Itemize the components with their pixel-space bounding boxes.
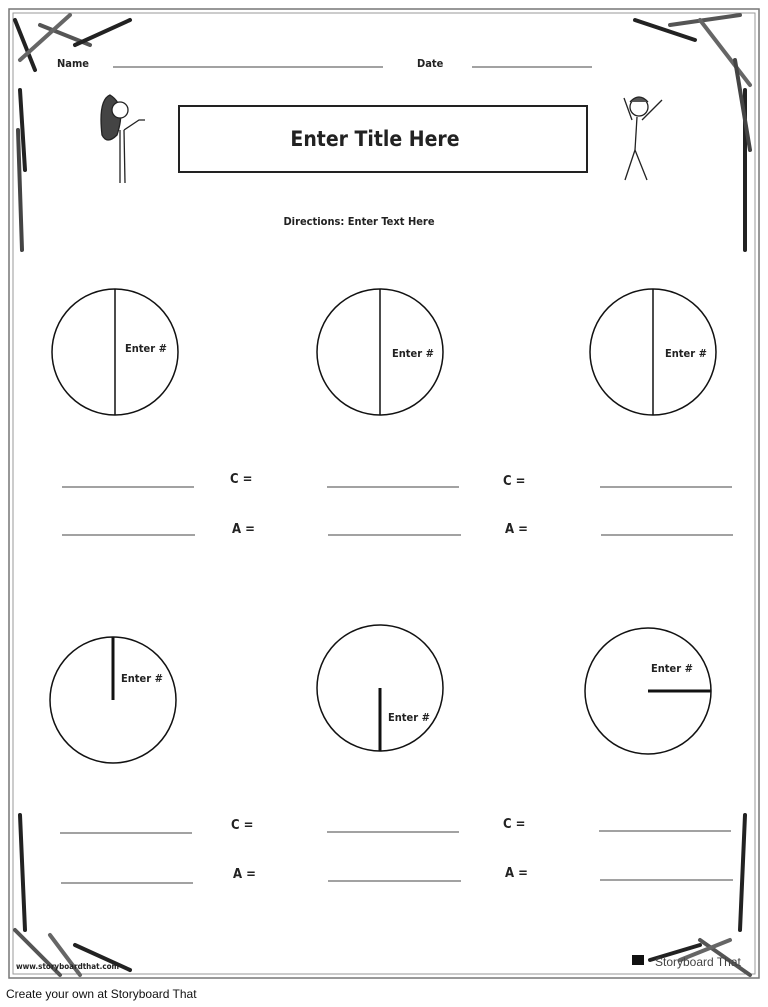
circle-2-label[interactable]: Enter # — [392, 347, 434, 360]
date-label: Date — [417, 57, 444, 70]
answer-lines-row-2[interactable] — [60, 831, 733, 883]
footer-link[interactable]: Create your own at Storyboard That — [6, 987, 197, 1001]
circumference-label: C = — [230, 472, 253, 487]
storyboard-logo-icon — [632, 955, 644, 965]
directions-text[interactable]: Directions: Enter Text Here — [283, 215, 435, 228]
circle-5-label[interactable]: Enter # — [388, 711, 430, 724]
name-label: Name — [57, 57, 89, 70]
crayons-top-right-icon — [635, 15, 750, 250]
circumference-label: C = — [503, 474, 526, 489]
circle-6 — [585, 628, 711, 754]
area-label: A = — [505, 866, 528, 881]
page-title[interactable]: Enter Title Here — [290, 127, 460, 151]
circle-1-label[interactable]: Enter # — [125, 342, 167, 355]
watermark-logo-text: Storyboard That — [655, 955, 741, 969]
circumference-label: C = — [231, 818, 254, 833]
circle-6-label[interactable]: Enter # — [651, 662, 693, 675]
crayons-bottom-right-icon — [650, 815, 750, 975]
crayons-bottom-left-icon — [15, 815, 130, 975]
area-label: A = — [232, 522, 255, 537]
circle-5 — [317, 625, 443, 751]
boy-character-icon — [624, 97, 662, 180]
watermark-url: www.storyboardthat.com — [16, 962, 120, 971]
circle-3-label[interactable]: Enter # — [665, 347, 707, 360]
girl-character-icon — [101, 95, 145, 183]
circle-4-label[interactable]: Enter # — [121, 672, 163, 685]
circumference-label: C = — [503, 817, 526, 832]
answer-lines-row-1[interactable] — [62, 487, 733, 535]
area-label: A = — [233, 867, 256, 882]
area-label: A = — [505, 522, 528, 537]
circle-4 — [50, 637, 176, 763]
